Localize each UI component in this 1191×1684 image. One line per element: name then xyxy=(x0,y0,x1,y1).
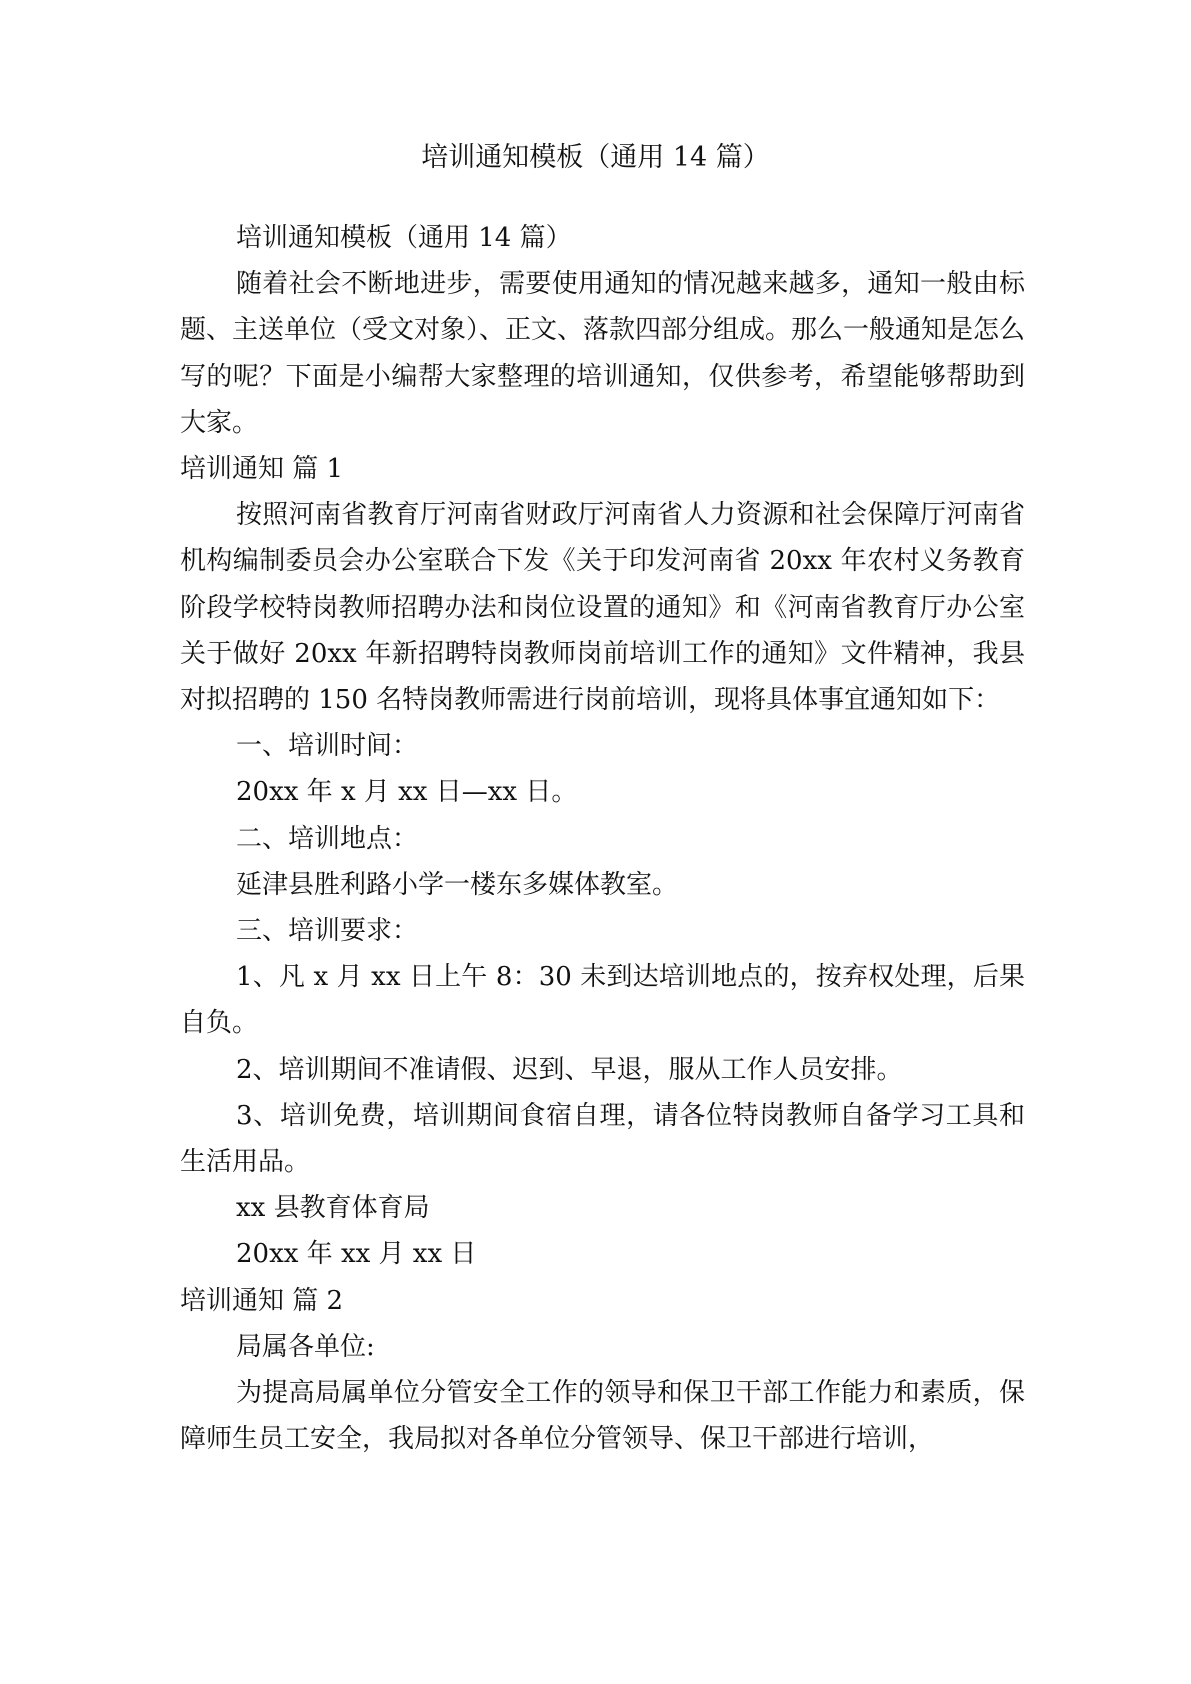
paragraph-notice-1: 按照河南省教育厅河南省财政厅河南省人力资源和社会保障厅河南省机构编制委员会办公室联合下发《关于印发河南省 20xx 年农村义务教育阶段学校特岗教师招聘办法和岗位设置的通知》和《河南省教育厅办公室关于做好 20xx 年新招聘特岗教师岗前培训工作的通知》文件精神，我县对拟招聘的 150 名特岗教师需进行岗前培训，现将具体事宜通知如下： xyxy=(180,500,1025,716)
paragraph-subtitle: 培训通知模板（通用 14 篇） xyxy=(236,223,572,253)
requirement-3: 3、培训免费，培训期间食宿自理，请各位特岗教师自备学习工具和生活用品。 xyxy=(180,1100,1025,1178)
section-heading-2: 培训通知 篇 2 xyxy=(180,1285,344,1316)
paragraph-addressee: 局属各单位: xyxy=(236,1331,375,1362)
item-heading-requirements: 三、培训要求： xyxy=(236,916,419,947)
signature-org: xx 县教育体育局 xyxy=(236,1193,430,1224)
item-heading-time: 一、培训时间： xyxy=(236,731,419,762)
signature-date: 20xx 年 xx 月 xx 日 xyxy=(236,1239,477,1270)
requirement-1: 1、凡 x 月 xx 日上午 8：30 未到达培训地点的，按弃权处理，后果自负。 xyxy=(180,962,1025,1039)
section-heading-1: 培训通知 篇 1 xyxy=(180,454,344,485)
item-heading-place: 二、培训地点： xyxy=(236,823,419,854)
item-time-value: 20xx 年 x 月 xx 日—xx 日。 xyxy=(236,777,578,808)
requirement-2: 2、培训期间不准请假、迟到、早退，服从工作人员安排。 xyxy=(236,1054,903,1085)
paragraph-intro: 随着社会不断地进步，需要使用通知的情况越来越多，通知一般由标题、主送单位（受文对象）、正文、落款四部分组成。那么一般通知是怎么写的呢？下面是小编帮大家整理的培训通知，仅供参考，希望能够帮助到大家。 xyxy=(180,269,1026,438)
document-body xyxy=(180,215,1025,1462)
document-title: 培训通知模板（通用 14 篇） xyxy=(421,142,770,173)
paragraph-notice-2: 为提高局属单位分管安全工作的领导和保卫干部工作能力和素质，保障师生员工安全，我局拟对各单位分管领导、保卫干部进行培训， xyxy=(180,1378,1025,1455)
item-place-value: 延津县胜利路小学一楼东多媒体教室。 xyxy=(236,869,679,900)
